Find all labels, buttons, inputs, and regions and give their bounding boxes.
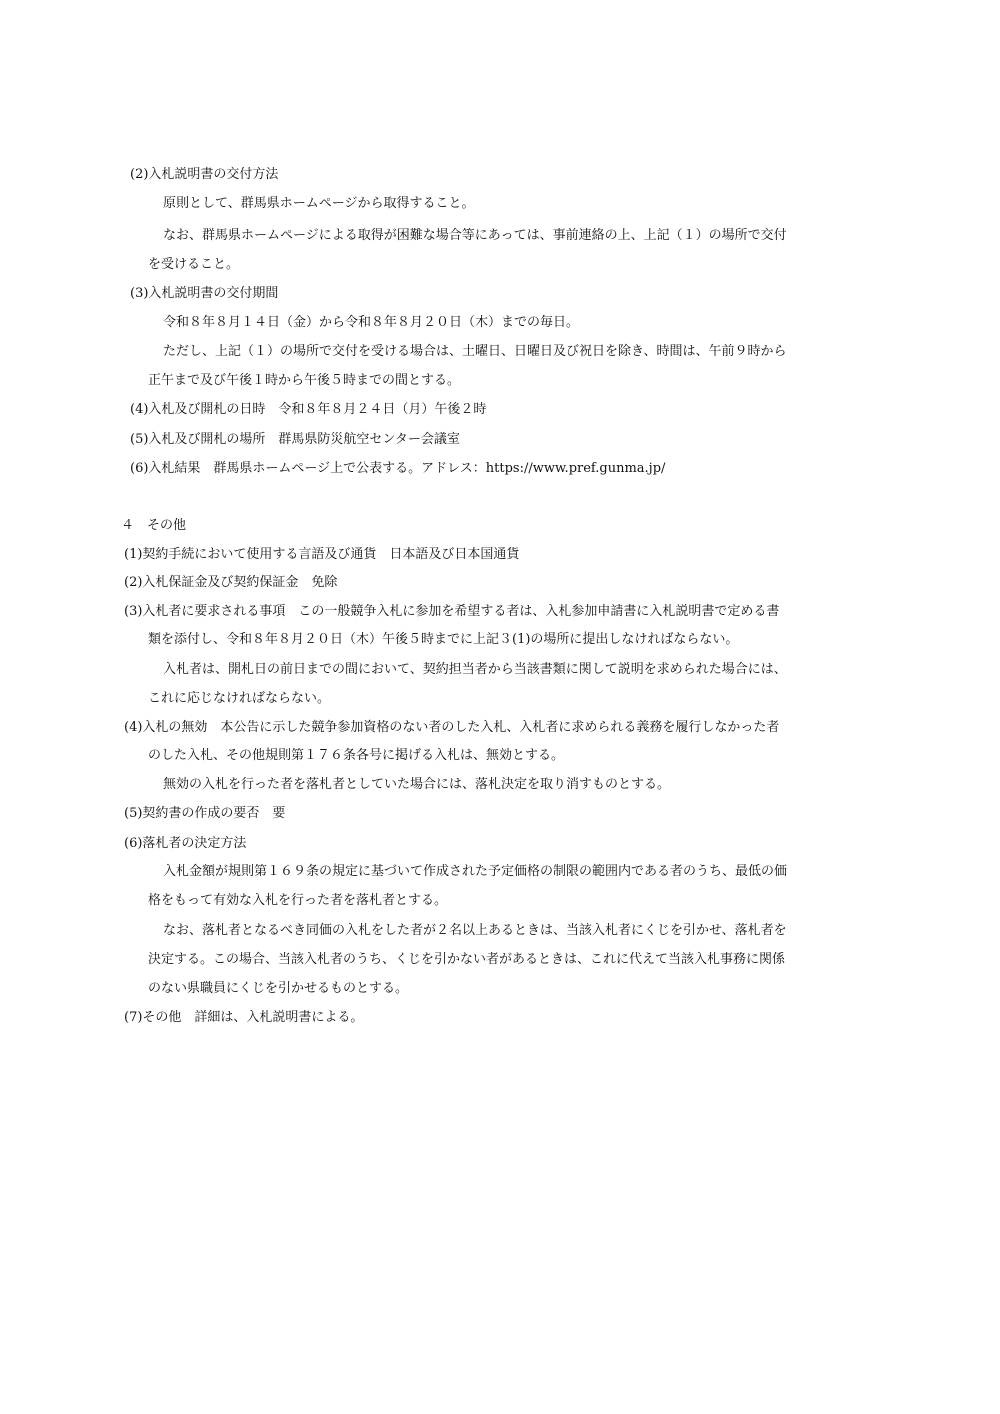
item-3-paragraph-1: 令和８年８月１４日（金）から令和８年８月２０日（木）までの毎日。 — [163, 315, 580, 330]
section-4-item-6-paragraph-1-line-1: 入札金額が規則第１６９条の規定に基づいて作成された予定価格の制限の範囲内である者のうち、最低の価 — [163, 864, 788, 879]
section-4-item-3-line-2: 類を添付し、令和８年８月２０日（木）午後５時までに上記３(1)の場所に提出しなければならない。 — [148, 632, 739, 647]
item-3-heading: (3)入札説明書の交付期間 — [130, 286, 279, 301]
item-4-date-time: (4)入札及び開札の日時 令和８年８月２４日（月）午後２時 — [130, 402, 487, 417]
section-4-item-5: (5)契約書の作成の要否 要 — [124, 806, 286, 821]
section-4-item-3-paragraph-2-line-1: 入札者は、開札日の前日までの間において、契約担当者から当該書類に関して説明を求められた場合には、 — [163, 662, 787, 677]
item-2-paragraph-1: 原則として、群馬県ホームページから取得すること。 — [163, 196, 475, 211]
section-4-item-7: (7)その他 詳細は、入札説明書による。 — [124, 1010, 364, 1025]
section-4-item-6-paragraph-2-line-2: 決定する。この場合、当該入札者のうち、くじを引かない者があるときは、これに代えて当該入札事務に関係 — [148, 952, 786, 967]
section-4-item-1: (1)契約手続において使用する言語及び通貨 日本語及び日本国通貨 — [124, 547, 520, 562]
section-4-item-3-line-1: (3)入札者に要求される事項 この一般競争入札に参加を希望する者は、入札参加申請書に入札説明書で定める書 — [124, 604, 780, 619]
item-2-paragraph-2-line-1: なお、群馬県ホームページによる取得が困難な場合等にあっては、事前連絡の上、上記（１）の場所で交付 — [163, 228, 787, 243]
section-4-item-6-paragraph-2-line-1: なお、落札者となるべき同価の入札をした者が２名以上あるときは、当該入札者にくじを引かせ、落札者を — [163, 923, 787, 938]
item-5-location: (5)入札及び開札の場所 群馬県防災航空センター会議室 — [130, 432, 460, 447]
item-6-results: (6)入札結果 群馬県ホームページ上で公表する。アドレス：https://www.pref.gunma.jp/ — [130, 461, 666, 476]
item-2-heading: (2)入札説明書の交付方法 — [130, 167, 279, 182]
section-4-item-4-line-2: のした入札、その他規則第１７６条各号に掲げる入札は、無効とする。 — [148, 748, 565, 763]
item-2-paragraph-2-line-2: を受けること。 — [148, 257, 240, 272]
section-4-item-3-paragraph-2-line-2: これに応じなければならない。 — [148, 691, 331, 706]
item-3-paragraph-2-line-1: ただし、上記（１）の場所で交付を受ける場合は、土曜日、日曜日及び祝日を除き、時間は、午前９時から — [163, 344, 787, 359]
section-4-item-4-line-1: (4)入札の無効 本公告に示した競争参加資格のない者のした入札、入札者に求められる義務を履行しなかった者 — [124, 720, 780, 735]
section-4-item-6-paragraph-1-line-2: 格をもって有効な入札を行った者を落札者とする。 — [148, 893, 448, 908]
section-4-item-6-paragraph-2-line-3: のない県職員にくじを引かせるものとする。 — [148, 981, 409, 996]
section-4-item-4-paragraph-2: 無効の入札を行った者を落札者としていた場合には、落札決定を取り消すものとする。 — [163, 777, 671, 792]
item-3-paragraph-2-line-2: 正午まで及び午後１時から午後５時までの間とする。 — [148, 373, 461, 388]
section-4-item-2: (2)入札保証金及び契約保証金 免除 — [124, 575, 338, 590]
section-4-heading: ４ その他 — [121, 518, 187, 533]
section-4-item-6-heading: (6)落札者の決定方法 — [124, 836, 247, 851]
